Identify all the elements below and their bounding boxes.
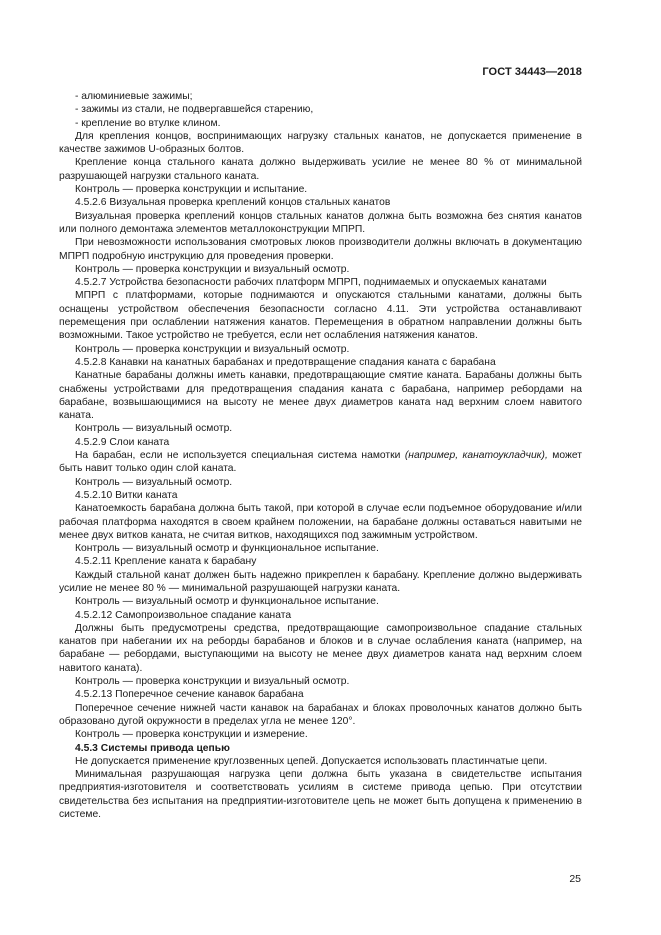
list-item: - алюминиевые зажимы;	[75, 91, 193, 102]
control-note: Контроль — проверка конструкции и измерение.	[75, 729, 308, 741]
section-heading-bold: 4.5.3 Системы привода цепью	[75, 742, 230, 754]
section-heading: 4.5.2.9 Слои каната	[75, 436, 170, 448]
paragraph-text: может быть навит только один слой каната.	[59, 450, 582, 475]
document-number: ГОСТ 34443—2018	[482, 66, 582, 78]
control-note: Контроль — проверка конструкции и визуальный осмотр.	[75, 676, 350, 688]
paragraph: Каждый стальной канат должен быть надежно прикреплен к барабану. Крепление должно выдерживать усилие не менее 80 % — минимальной разрушающей нагрузки каната.	[59, 569, 582, 594]
paragraph: Канатные барабаны должны иметь канавки, предотвращающие смятие каната. Барабаны должны быть снабжены устройствами для предотвращения спадания каната с барабана, например ребордами на барабане, возвышающимися на высоту не менее двух диаметров каната над верхним слоем навитого каната.	[59, 370, 582, 422]
paragraph-italic: (например, канатоукладчик),	[404, 450, 548, 462]
page-number: 25	[569, 873, 581, 885]
section-heading: 4.5.2.7 Устройства безопасности рабочих платформ МПРП, поднимаемых и опускаемых канатами	[75, 277, 547, 289]
control-note: Контроль — визуальный осмотр и функциональное испытание.	[75, 596, 379, 608]
section-heading: 4.5.2.8 Канавки на канатных барабанах и предотвращение спадания каната с барабана	[75, 356, 496, 368]
page-body	[59, 90, 582, 821]
control-note: Контроль — визуальный осмотр.	[75, 423, 233, 435]
section-heading: 4.5.2.10 Витки каната	[75, 489, 178, 501]
paragraph: Крепление конца стального каната должно выдерживать усилие не менее 80 % от минимальной разрушающей нагрузки стального каната.	[59, 157, 582, 182]
paragraph: При невозможности использования смотровых люков производители должны включать в документацию МПРП подробную инструкцию для проведения проверки.	[59, 237, 582, 262]
list-item: - зажимы из стали, не подвергавшейся старению,	[75, 104, 314, 116]
paragraph: Поперечное сечение нижней части канавок на барабанах и блоках проволочных канатов должно быть образовано дугой окружности в пределах угла не менее 120°.	[59, 702, 582, 727]
paragraph: Не допускается применение круглозвенных цепей. Допускается использовать пластинчатые цепи.	[75, 755, 548, 767]
paragraph-text: На барабан, если не используется специальная система намотки	[75, 450, 405, 462]
paragraph: Визуальная проверка креплений концов стальных канатов должна быть возможна без снятия канатов или полного демонтажа элементов металлоконструкции МПРП.	[59, 210, 582, 235]
section-heading: 4.5.2.12 Самопроизвольное спадание каната	[75, 609, 292, 621]
control-note: Контроль — визуальный осмотр.	[75, 476, 233, 488]
paragraph	[59, 449, 582, 476]
control-note: Контроль — визуальный осмотр и функциональное испытание.	[75, 543, 379, 555]
paragraph: Должны быть предусмотрены средства, предотвращающие самопроизвольное спадание стальных канатов при набегании их на реборды барабанов и блоков и в случае ослабления каната (например, на барабане — ребордами, выступающими на высоту не менее двух диаметров каната над верхним слоем навитого каната).	[59, 622, 582, 674]
section-heading: 4.5.2.6 Визуальная проверка креплений концов стальных канатов	[75, 197, 391, 209]
control-note: Контроль — проверка конструкции и визуальный осмотр.	[75, 263, 350, 275]
section-heading: 4.5.2.11 Крепление каната к барабану	[75, 556, 257, 568]
paragraph: Канатоемкость барабана должна быть такой, при которой в случае если подъемное оборудование и/или рабочая платформа находятся в своем крайнем положении, на барабане должны оставаться навитыми не менее двух витков каната, не считая витков, находящихся под зажимным устройством.	[59, 503, 582, 541]
paragraph: Для крепления концов, воспринимающих нагрузку стальных канатов, не допускается применение в качестве зажимов U-образных болтов.	[59, 130, 582, 156]
paragraph: МПРП с платформами, которые поднимаются и опускаются стальными канатами, должны быть оснащены устройством обеспечения безопасности согласно 4.11. Эти устройства останавливают перемещения при ослаблении натяжения канатов. Перемещения в обратном направлении должны быть возможными. Такое устройство не требуется, если нет ослабления натяжения канатов.	[59, 290, 582, 342]
section-heading: 4.5.2.13 Поперечное сечение канавок барабана	[75, 689, 304, 701]
list-item: - крепление во втулке клином.	[75, 117, 221, 129]
paragraph: Минимальная разрушающая нагрузка цепи должна быть указана в свидетельстве испытания предприятия-изготовителя и соответствовать усилиям в системе привода цепью. При отсутствии свидетельства без испытания на предприятии-изготовителе цепь не может быть допущена к применению в системе.	[59, 769, 582, 821]
control-note: Контроль — проверка конструкции и испытание.	[75, 184, 308, 196]
control-note: Контроль — проверка конструкции и визуальный осмотр.	[75, 343, 350, 355]
